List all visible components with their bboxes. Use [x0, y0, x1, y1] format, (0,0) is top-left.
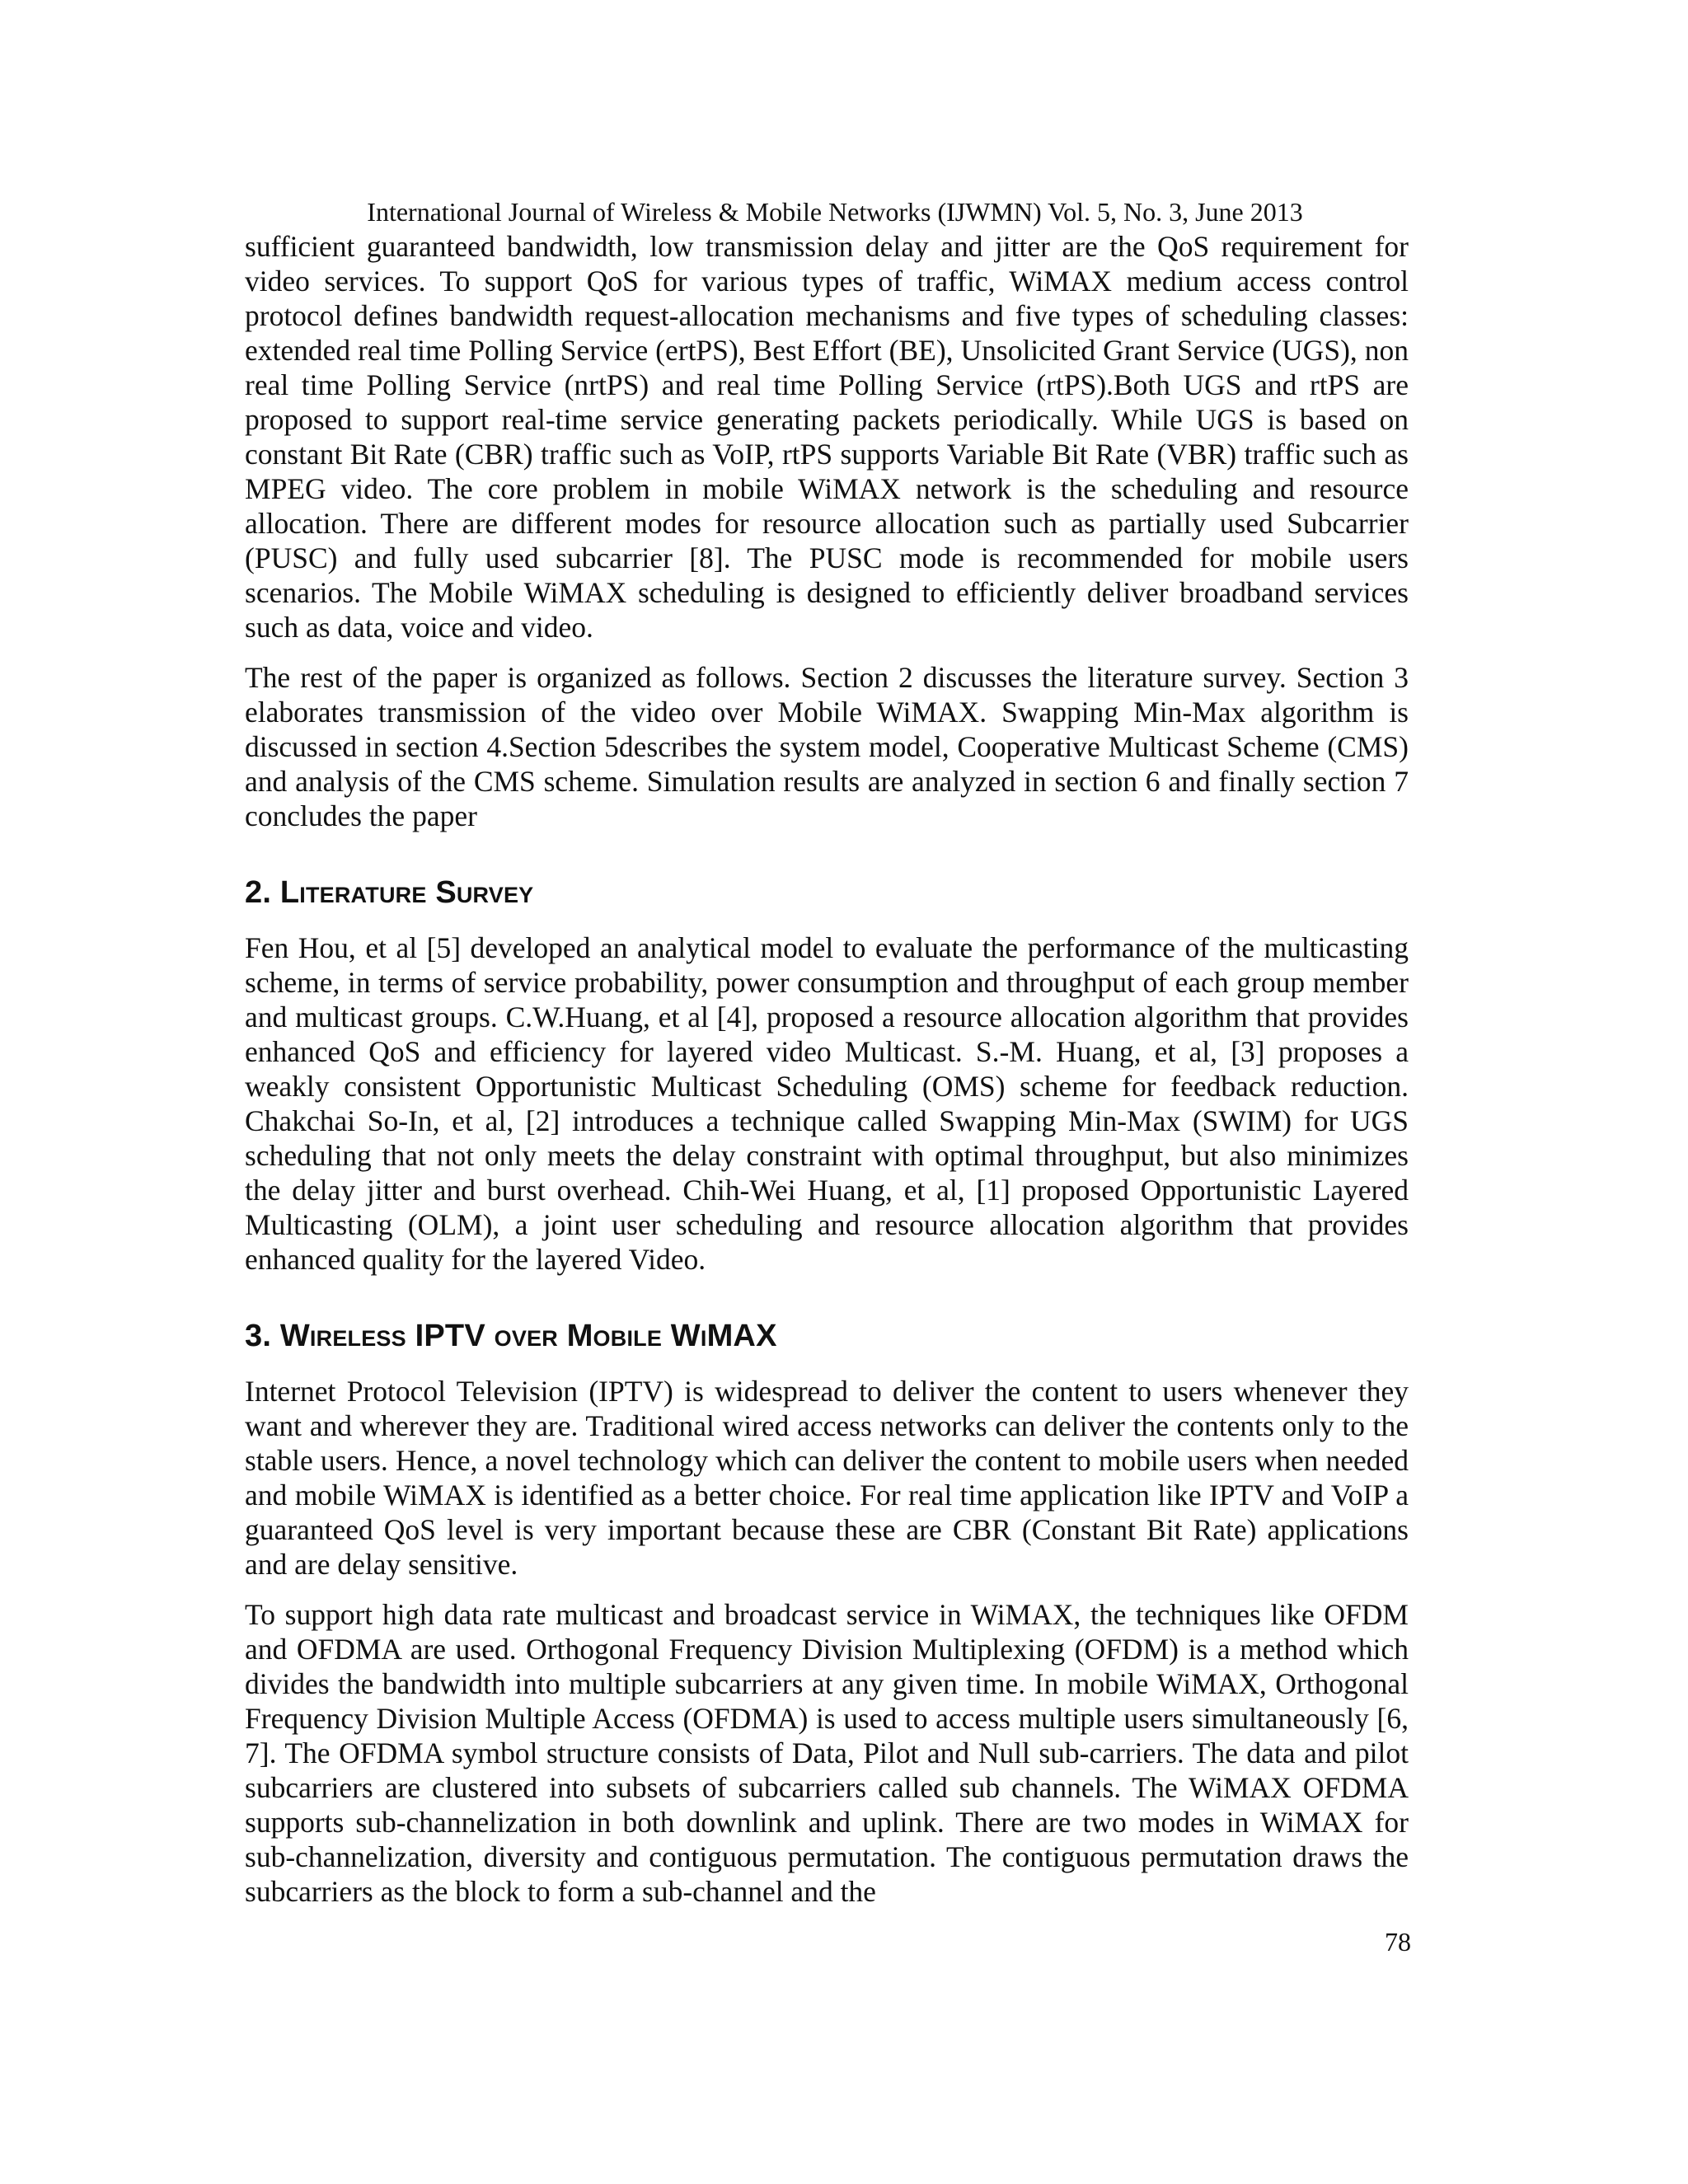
- paragraph-literature-survey: Fen Hou, et al [5] developed an analytical model to evaluate the performance of the multicasting scheme, in terms of service probability, power consumption and throughput of each group member and multicast groups. C.W.Huang, et al [4], proposed a resource allocation algorithm that provides enhanced QoS and efficiency for layered video Multicast. S.-M. Huang, et al, [3] proposes a weakly consistent Opportunistic Multicast Scheduling (OMS) scheme for feedback reduction. Chakchai So-In, et al, [2] introduces a technique called Swapping Min-Max (SWIM) for UGS scheduling that not only meets the delay constraint with optimal throughput, but also minimizes the delay jitter and burst overhead. Chih-Wei Huang, et al, [1] proposed Opportunistic Layered Multicasting (OLM), a joint user scheduling and resource allocation algorithm that provides enhanced quality for the layered Video.: [245, 931, 1409, 1276]
- paragraph-iptv-intro: Internet Protocol Television (IPTV) is widespread to deliver the content to users whenever they want and wherever they are. Traditional wired access networks can deliver the contents only to the stable users. Hence, a novel technology which can deliver the content to mobile users when needed and mobile WiMAX is identified as a better choice. For real time application like IPTV and VoIP a guaranteed QoS level is very important because these are CBR (Constant Bit Rate) applications and are delay sensitive.: [245, 1375, 1409, 1581]
- paragraph-paper-organization: The rest of the paper is organized as follows. Section 2 discusses the literature survey. Section 3 elaborates transmission of the video over Mobile WiMAX. Swapping Min-Max algorithm is discussed in section 4.Section 5describes the system model, Cooperative Multicast Scheme (CMS) and analysis of the CMS scheme. Simulation results are analyzed in section 6 and finally section 7 concludes the paper: [245, 661, 1409, 832]
- running-header: International Journal of Wireless & Mobile Networks (IJWMN) Vol. 5, No. 3, June 2013: [367, 197, 1303, 227]
- section-heading-wireless-iptv: 3. Wireless IPTV over Mobile WiMAX: [245, 1319, 777, 1353]
- paragraph-ofdma: To support high data rate multicast and broadcast service in WiMAX, the techniques like OFDM and OFDMA are used. Orthogonal Frequency Division Multiplexing (OFDM) is a method which divides the bandwidth into multiple subcarriers at any given time. In mobile WiMAX, Orthogonal Frequency Division Multiple Access (OFDMA) is used to access multiple users simultaneously [6, 7]. The OFDMA symbol structure consists of Data, Pilot and Null sub-carriers. The data and pilot subcarriers are clustered into subsets of subcarriers called sub channels. The WiMAX OFDMA supports sub-channelization in both downlink and uplink. There are two modes in WiMAX for sub-channelization, diversity and contiguous permutation. The contiguous permutation draws the subcarriers as the block to form a sub-channel and the: [245, 1598, 1409, 1908]
- paragraph-qos-services: sufficient guaranteed bandwidth, low transmission delay and jitter are the QoS requirement for video services. To support QoS for various types of traffic, WiMAX medium access control protocol defines bandwidth request-allocation mechanisms and five types of scheduling classes: extended real time Polling Service (ertPS), Best Effort (BE), Unsolicited Grant Service (UGS), non real time Polling Service (nrtPS) and real time Polling Service (rtPS).Both UGS and rtPS are proposed to support real-time service generating packets periodically. While UGS is based on constant Bit Rate (CBR) traffic such as VoIP, rtPS supports Variable Bit Rate (VBR) traffic such as MPEG video. The core problem in mobile WiMAX network is the scheduling and resource allocation. There are different modes for resource allocation such as partially used Subcarrier (PUSC) and fully used subcarrier [8]. The PUSC mode is recommended for mobile users scenarios. The Mobile WiMAX scheduling is designed to efficiently deliver broadband services such as data, voice and video.: [245, 230, 1409, 644]
- page-number: 78: [1385, 1927, 1411, 1957]
- section-heading-literature-survey: 2. Literature Survey: [245, 875, 534, 910]
- paper-page: [245, 194, 1409, 1909]
